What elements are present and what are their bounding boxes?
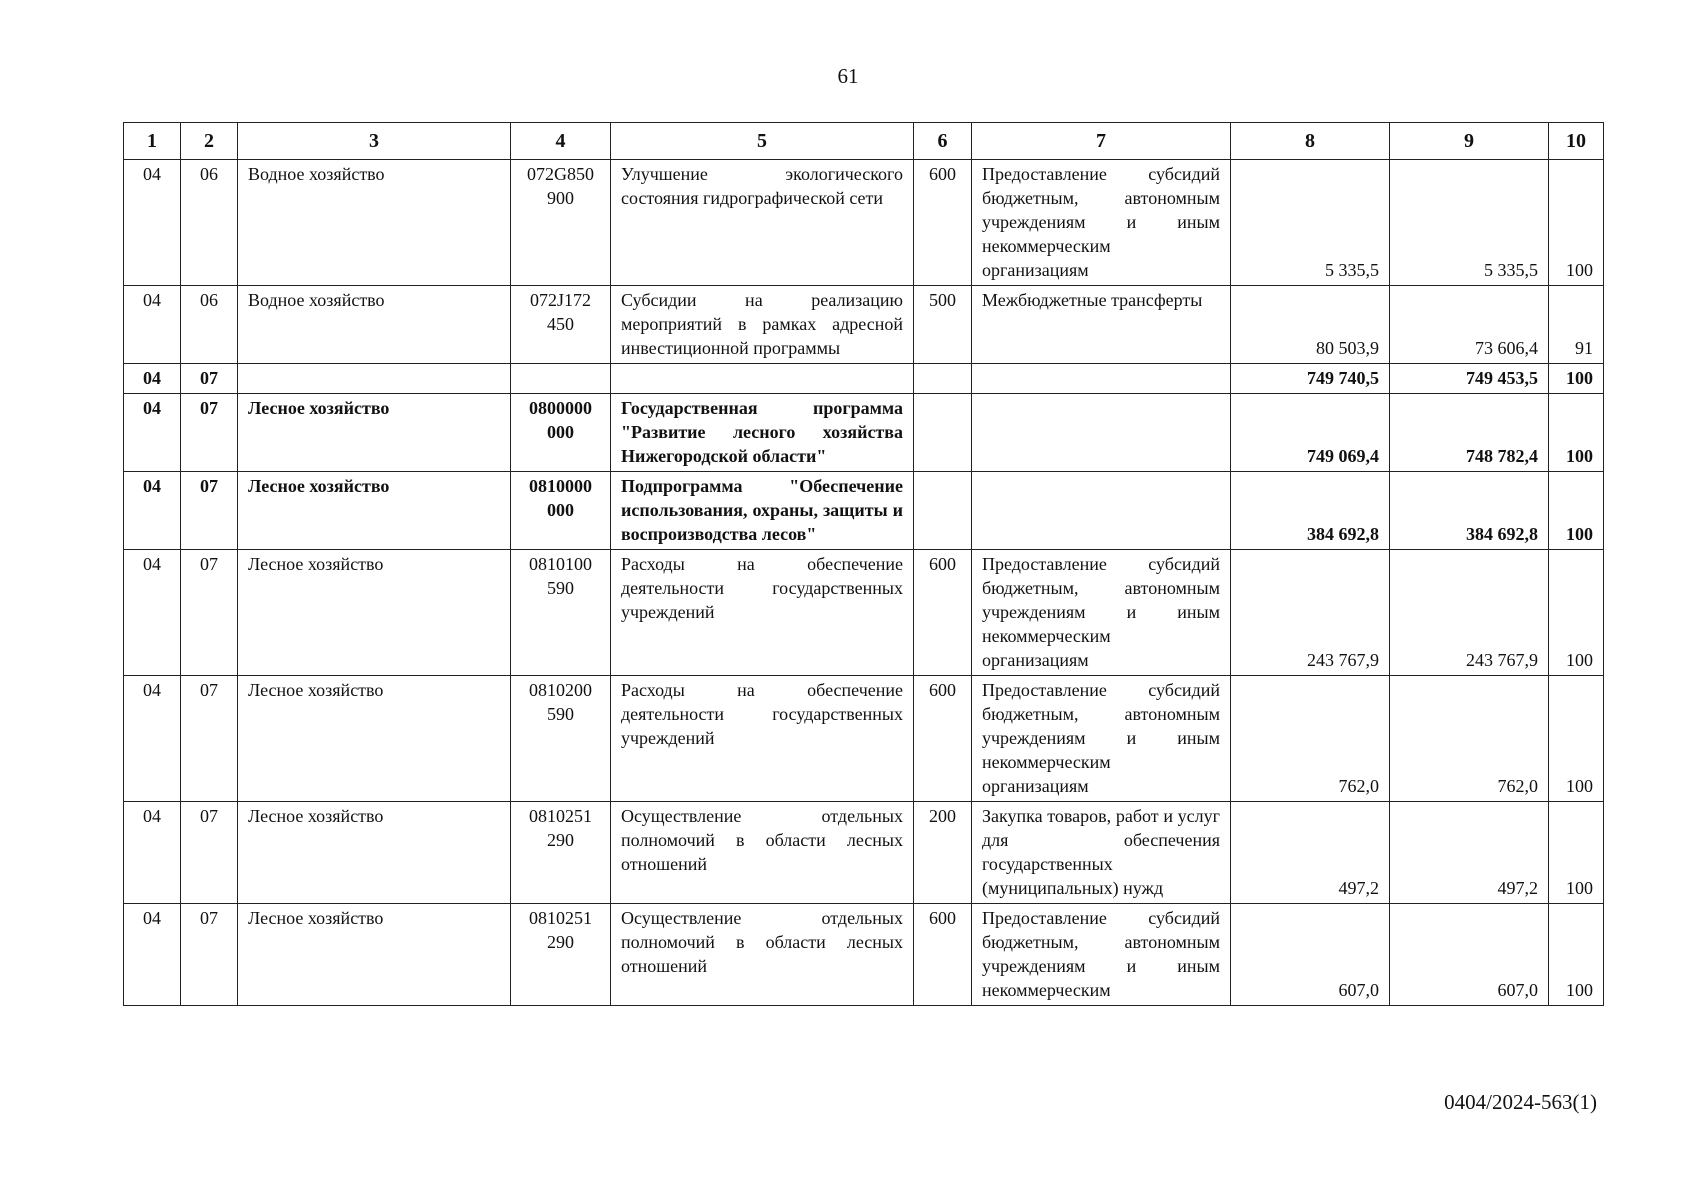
- cell-subsection: 06: [181, 286, 238, 364]
- cell-approved-amount: 5 335,5: [1231, 160, 1390, 286]
- table-row: [124, 676, 1604, 802]
- cell-executed-amount: 748 782,4: [1390, 394, 1549, 472]
- cell-target-code: 0810000 000: [511, 472, 611, 550]
- cell-expense-description: Предоставление субсидий бюджетным, автономным учреждениям и иным некоммерческим организациям: [972, 550, 1231, 676]
- cell-executed-amount: 497,2: [1390, 802, 1549, 904]
- cell-execution-percent: 100: [1549, 394, 1604, 472]
- cell-subsection: 07: [181, 676, 238, 802]
- cell-section: 04: [124, 394, 181, 472]
- cell-description: Осуществление отдельных полномочий в области лесных отношений: [611, 904, 914, 1006]
- cell-section: 04: [124, 160, 181, 286]
- cell-section: 04: [124, 676, 181, 802]
- cell-expense-type: 600: [914, 904, 972, 1006]
- header-cell: 7: [972, 123, 1231, 160]
- cell-executed-amount: 607,0: [1390, 904, 1549, 1006]
- cell-execution-percent: 91: [1549, 286, 1604, 364]
- header-cell: 3: [238, 123, 511, 160]
- cell-description: [611, 364, 914, 394]
- cell-name: Лесное хозяйство: [238, 550, 511, 676]
- cell-expense-description: Предоставление субсидий бюджетным, автономным учреждениям и иным некоммерческим: [972, 904, 1231, 1006]
- document-code: 0404/2024-563(1): [1444, 1090, 1597, 1114]
- cell-expense-description: Предоставление субсидий бюджетным, автономным учреждениям и иным некоммерческим организациям: [972, 160, 1231, 286]
- cell-description: Подпрограмма "Обеспечение использования, охраны, защиты и воспроизводства лесов": [611, 472, 914, 550]
- cell-subsection: 07: [181, 364, 238, 394]
- header-cell: 1: [124, 123, 181, 160]
- cell-expense-type: 500: [914, 286, 972, 364]
- cell-target-code: 072G850 900: [511, 160, 611, 286]
- cell-section: 04: [124, 802, 181, 904]
- cell-expense-type: 200: [914, 802, 972, 904]
- cell-execution-percent: 100: [1549, 802, 1604, 904]
- cell-target-code: [511, 364, 611, 394]
- cell-execution-percent: 100: [1549, 472, 1604, 550]
- cell-subsection: 06: [181, 160, 238, 286]
- cell-section: 04: [124, 364, 181, 394]
- header-cell: 9: [1390, 123, 1549, 160]
- page-number: 61: [837, 64, 859, 88]
- cell-approved-amount: 384 692,8: [1231, 472, 1390, 550]
- cell-executed-amount: 384 692,8: [1390, 472, 1549, 550]
- cell-description: Субсидии на реализацию мероприятий в рамках адресной инвестиционной программы: [611, 286, 914, 364]
- table-row: [124, 904, 1604, 1006]
- cell-section: 04: [124, 472, 181, 550]
- cell-approved-amount: 607,0: [1231, 904, 1390, 1006]
- cell-description: Осуществление отдельных полномочий в области лесных отношений: [611, 802, 914, 904]
- cell-approved-amount: 762,0: [1231, 676, 1390, 802]
- cell-executed-amount: 73 606,4: [1390, 286, 1549, 364]
- cell-expense-description: [972, 364, 1231, 394]
- cell-approved-amount: 749 069,4: [1231, 394, 1390, 472]
- cell-expense-type: 600: [914, 160, 972, 286]
- cell-subsection: 07: [181, 904, 238, 1006]
- cell-name: [238, 364, 511, 394]
- cell-description: Улучшение экологического состояния гидрографической сети: [611, 160, 914, 286]
- cell-section: 04: [124, 904, 181, 1006]
- cell-subsection: 07: [181, 802, 238, 904]
- cell-expense-type: [914, 394, 972, 472]
- cell-execution-percent: 100: [1549, 364, 1604, 394]
- header-cell: 8: [1231, 123, 1390, 160]
- cell-target-code: 0810251 290: [511, 802, 611, 904]
- table-row: [124, 160, 1604, 286]
- cell-expense-description: [972, 394, 1231, 472]
- cell-section: 04: [124, 550, 181, 676]
- table-row: [124, 394, 1604, 472]
- cell-execution-percent: 100: [1549, 160, 1604, 286]
- header-cell: 5: [611, 123, 914, 160]
- cell-expense-description: [972, 472, 1231, 550]
- cell-approved-amount: 243 767,9: [1231, 550, 1390, 676]
- cell-name: Лесное хозяйство: [238, 676, 511, 802]
- table-row: [124, 364, 1604, 394]
- cell-approved-amount: 497,2: [1231, 802, 1390, 904]
- table-row: [124, 802, 1604, 904]
- cell-execution-percent: 100: [1549, 904, 1604, 1006]
- table-row: [124, 472, 1604, 550]
- cell-expense-description: Межбюджетные трансферты: [972, 286, 1231, 364]
- cell-name: Лесное хозяйство: [238, 472, 511, 550]
- cell-name: Водное хозяйство: [238, 160, 511, 286]
- cell-target-code: 0810200 590: [511, 676, 611, 802]
- cell-expense-description: Предоставление субсидий бюджетным, автономным учреждениям и иным некоммерческим организациям: [972, 676, 1231, 802]
- cell-name: Лесное хозяйство: [238, 904, 511, 1006]
- cell-name: Лесное хозяйство: [238, 802, 511, 904]
- cell-expense-description: Закупка товаров, работ и услуг для обеспечения государственных (муниципальных) нужд: [972, 802, 1231, 904]
- cell-expense-type: 600: [914, 550, 972, 676]
- table-row: [124, 286, 1604, 364]
- cell-description: Государственная программа "Развитие лесного хозяйства Нижегородской области": [611, 394, 914, 472]
- cell-executed-amount: 749 453,5: [1390, 364, 1549, 394]
- cell-expense-type: [914, 472, 972, 550]
- cell-section: 04: [124, 286, 181, 364]
- cell-approved-amount: 749 740,5: [1231, 364, 1390, 394]
- cell-subsection: 07: [181, 472, 238, 550]
- cell-subsection: 07: [181, 550, 238, 676]
- table-row: [124, 550, 1604, 676]
- cell-subsection: 07: [181, 394, 238, 472]
- cell-approved-amount: 80 503,9: [1231, 286, 1390, 364]
- cell-name: Лесное хозяйство: [238, 394, 511, 472]
- cell-target-code: 0810251 290: [511, 904, 611, 1006]
- cell-target-code: 072J172 450: [511, 286, 611, 364]
- cell-execution-percent: 100: [1549, 550, 1604, 676]
- header-cell: 4: [511, 123, 611, 160]
- cell-name: Водное хозяйство: [238, 286, 511, 364]
- header-cell: 2: [181, 123, 238, 160]
- table-header-row: [124, 123, 1604, 160]
- cell-expense-type: 600: [914, 676, 972, 802]
- header-cell: 10: [1549, 123, 1604, 160]
- cell-executed-amount: 762,0: [1390, 676, 1549, 802]
- cell-execution-percent: 100: [1549, 676, 1604, 802]
- header-cell: 6: [914, 123, 972, 160]
- cell-description: Расходы на обеспечение деятельности государственных учреждений: [611, 676, 914, 802]
- cell-executed-amount: 5 335,5: [1390, 160, 1549, 286]
- cell-target-code: 0810100 590: [511, 550, 611, 676]
- budget-table: [123, 122, 1604, 1006]
- cell-expense-type: [914, 364, 972, 394]
- cell-target-code: 0800000 000: [511, 394, 611, 472]
- cell-executed-amount: 243 767,9: [1390, 550, 1549, 676]
- cell-description: Расходы на обеспечение деятельности государственных учреждений: [611, 550, 914, 676]
